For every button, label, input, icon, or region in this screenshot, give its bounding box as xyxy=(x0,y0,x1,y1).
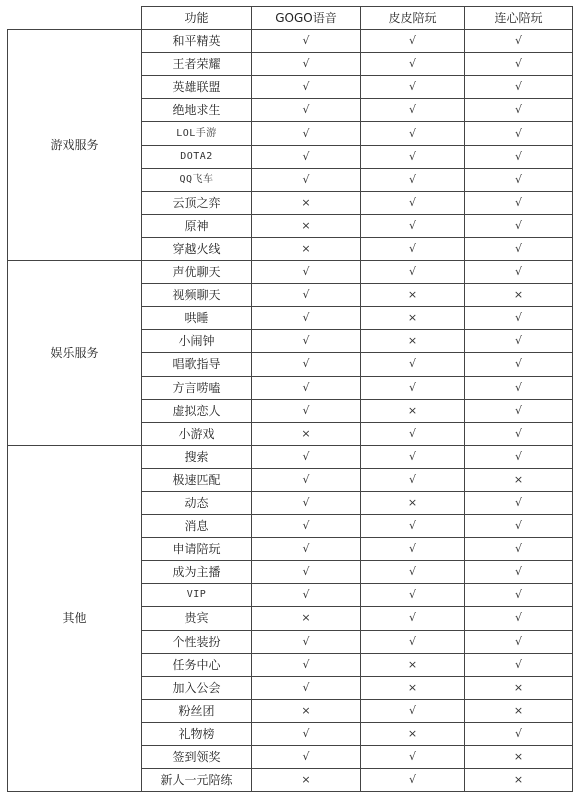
gogo-support-cell: √ xyxy=(252,746,361,769)
feature-cell: 申请陪玩 xyxy=(142,538,252,561)
feature-cell: 虚拟恋人 xyxy=(142,399,252,422)
gogo-support-cell: × xyxy=(252,607,361,630)
feature-cell: 唱歌指导 xyxy=(142,353,252,376)
lianxin-support-cell: √ xyxy=(465,237,573,260)
lianxin-support-cell: √ xyxy=(465,376,573,399)
pipi-support-cell: √ xyxy=(361,422,465,445)
gogo-support-cell: × xyxy=(252,699,361,722)
gogo-support-cell: √ xyxy=(252,676,361,699)
gogo-support-cell: √ xyxy=(252,145,361,168)
feature-cell: 云顶之弈 xyxy=(142,191,252,214)
feature-cell: 动态 xyxy=(142,491,252,514)
gogo-support-cell: √ xyxy=(252,261,361,284)
feature-comparison-table xyxy=(7,6,573,792)
lianxin-support-cell: √ xyxy=(465,122,573,145)
gogo-support-cell: × xyxy=(252,422,361,445)
pipi-support-cell: √ xyxy=(361,376,465,399)
lianxin-support-cell: √ xyxy=(465,76,573,99)
gogo-support-cell: √ xyxy=(252,399,361,422)
lianxin-support-cell: √ xyxy=(465,330,573,353)
gogo-support-cell: √ xyxy=(252,561,361,584)
feature-cell: DOTA2 xyxy=(142,145,252,168)
header-lianxin: 连心陪玩 xyxy=(465,7,573,30)
pipi-support-cell: √ xyxy=(361,584,465,607)
feature-cell: 个性装扮 xyxy=(142,630,252,653)
lianxin-support-cell: × xyxy=(465,746,573,769)
pipi-support-cell: √ xyxy=(361,699,465,722)
gogo-support-cell: × xyxy=(252,214,361,237)
gogo-support-cell: √ xyxy=(252,30,361,53)
feature-cell: 加入公会 xyxy=(142,676,252,699)
feature-cell: 消息 xyxy=(142,515,252,538)
pipi-support-cell: √ xyxy=(361,445,465,468)
lianxin-support-cell: √ xyxy=(465,261,573,284)
feature-cell: 视频聊天 xyxy=(142,284,252,307)
lianxin-support-cell: × xyxy=(465,699,573,722)
gogo-support-cell: √ xyxy=(252,515,361,538)
pipi-support-cell: × xyxy=(361,330,465,353)
pipi-support-cell: √ xyxy=(361,353,465,376)
pipi-support-cell: √ xyxy=(361,237,465,260)
pipi-support-cell: √ xyxy=(361,261,465,284)
lianxin-support-cell: × xyxy=(465,468,573,491)
feature-cell: 成为主播 xyxy=(142,561,252,584)
feature-cell: 贵宾 xyxy=(142,607,252,630)
table-row xyxy=(8,261,573,284)
feature-cell: 搜索 xyxy=(142,445,252,468)
pipi-support-cell: × xyxy=(361,722,465,745)
pipi-support-cell: √ xyxy=(361,30,465,53)
table-row xyxy=(8,445,573,468)
lianxin-support-cell: √ xyxy=(465,561,573,584)
gogo-support-cell: √ xyxy=(252,722,361,745)
pipi-support-cell: × xyxy=(361,676,465,699)
feature-cell: 方言唠嗑 xyxy=(142,376,252,399)
pipi-support-cell: √ xyxy=(361,168,465,191)
pipi-support-cell: × xyxy=(361,491,465,514)
gogo-support-cell: √ xyxy=(252,630,361,653)
pipi-support-cell: √ xyxy=(361,145,465,168)
lianxin-support-cell: √ xyxy=(465,399,573,422)
lianxin-support-cell: √ xyxy=(465,422,573,445)
gogo-support-cell: √ xyxy=(252,284,361,307)
header-feature: 功能 xyxy=(142,7,252,30)
gogo-support-cell: × xyxy=(252,191,361,214)
lianxin-support-cell: √ xyxy=(465,584,573,607)
feature-cell: LOL手游 xyxy=(142,122,252,145)
feature-cell: 英雄联盟 xyxy=(142,76,252,99)
gogo-support-cell: √ xyxy=(252,168,361,191)
feature-cell: 声优聊天 xyxy=(142,261,252,284)
feature-cell: 和平精英 xyxy=(142,30,252,53)
table-body xyxy=(8,30,573,792)
gogo-support-cell: √ xyxy=(252,653,361,676)
header-row xyxy=(8,7,573,30)
pipi-support-cell: √ xyxy=(361,53,465,76)
gogo-support-cell: × xyxy=(252,769,361,792)
feature-cell: 原神 xyxy=(142,214,252,237)
pipi-support-cell: × xyxy=(361,653,465,676)
feature-cell: 绝地求生 xyxy=(142,99,252,122)
gogo-support-cell: √ xyxy=(252,584,361,607)
feature-cell: 穿越火线 xyxy=(142,237,252,260)
gogo-support-cell: √ xyxy=(252,330,361,353)
pipi-support-cell: √ xyxy=(361,76,465,99)
feature-cell: 签到领奖 xyxy=(142,746,252,769)
lianxin-support-cell: √ xyxy=(465,445,573,468)
feature-cell: 任务中心 xyxy=(142,653,252,676)
gogo-support-cell: √ xyxy=(252,491,361,514)
pipi-support-cell: √ xyxy=(361,122,465,145)
feature-cell: 极速匹配 xyxy=(142,468,252,491)
lianxin-support-cell: √ xyxy=(465,30,573,53)
gogo-support-cell: √ xyxy=(252,76,361,99)
feature-cell: 粉丝团 xyxy=(142,699,252,722)
group-label: 其他 xyxy=(8,445,142,791)
pipi-support-cell: √ xyxy=(361,538,465,561)
feature-cell: QQ飞车 xyxy=(142,168,252,191)
lianxin-support-cell: √ xyxy=(465,491,573,514)
table-row xyxy=(8,30,573,53)
lianxin-support-cell: √ xyxy=(465,538,573,561)
header-pipi: 皮皮陪玩 xyxy=(361,7,465,30)
group-label: 游戏服务 xyxy=(8,30,142,261)
feature-cell: VIP xyxy=(142,584,252,607)
lianxin-support-cell: √ xyxy=(465,607,573,630)
feature-cell: 哄睡 xyxy=(142,307,252,330)
lianxin-support-cell: √ xyxy=(465,353,573,376)
lianxin-support-cell: √ xyxy=(465,630,573,653)
gogo-support-cell: √ xyxy=(252,353,361,376)
pipi-support-cell: √ xyxy=(361,214,465,237)
lianxin-support-cell: √ xyxy=(465,653,573,676)
pipi-support-cell: × xyxy=(361,399,465,422)
lianxin-support-cell: √ xyxy=(465,307,573,330)
lianxin-support-cell: √ xyxy=(465,214,573,237)
lianxin-support-cell: × xyxy=(465,676,573,699)
pipi-support-cell: √ xyxy=(361,99,465,122)
feature-cell: 小闹钟 xyxy=(142,330,252,353)
lianxin-support-cell: √ xyxy=(465,722,573,745)
feature-cell: 新人一元陪练 xyxy=(142,769,252,792)
gogo-support-cell: √ xyxy=(252,376,361,399)
gogo-support-cell: × xyxy=(252,237,361,260)
pipi-support-cell: √ xyxy=(361,607,465,630)
gogo-support-cell: √ xyxy=(252,53,361,76)
lianxin-support-cell: √ xyxy=(465,145,573,168)
pipi-support-cell: √ xyxy=(361,191,465,214)
pipi-support-cell: × xyxy=(361,307,465,330)
pipi-support-cell: × xyxy=(361,284,465,307)
pipi-support-cell: √ xyxy=(361,515,465,538)
lianxin-support-cell: × xyxy=(465,769,573,792)
pipi-support-cell: √ xyxy=(361,561,465,584)
lianxin-support-cell: √ xyxy=(465,53,573,76)
lianxin-support-cell: √ xyxy=(465,191,573,214)
header-gogo: GOGO语音 xyxy=(252,7,361,30)
gogo-support-cell: √ xyxy=(252,468,361,491)
pipi-support-cell: √ xyxy=(361,468,465,491)
pipi-support-cell: √ xyxy=(361,630,465,653)
gogo-support-cell: √ xyxy=(252,99,361,122)
feature-cell: 礼物榜 xyxy=(142,722,252,745)
lianxin-support-cell: √ xyxy=(465,515,573,538)
pipi-support-cell: √ xyxy=(361,769,465,792)
lianxin-support-cell: √ xyxy=(465,99,573,122)
group-label: 娱乐服务 xyxy=(8,261,142,446)
feature-cell: 小游戏 xyxy=(142,422,252,445)
feature-cell: 王者荣耀 xyxy=(142,53,252,76)
lianxin-support-cell: √ xyxy=(465,168,573,191)
pipi-support-cell: √ xyxy=(361,746,465,769)
gogo-support-cell: √ xyxy=(252,445,361,468)
lianxin-support-cell: × xyxy=(465,284,573,307)
gogo-support-cell: √ xyxy=(252,122,361,145)
gogo-support-cell: √ xyxy=(252,307,361,330)
gogo-support-cell: √ xyxy=(252,538,361,561)
header-corner xyxy=(8,7,142,30)
